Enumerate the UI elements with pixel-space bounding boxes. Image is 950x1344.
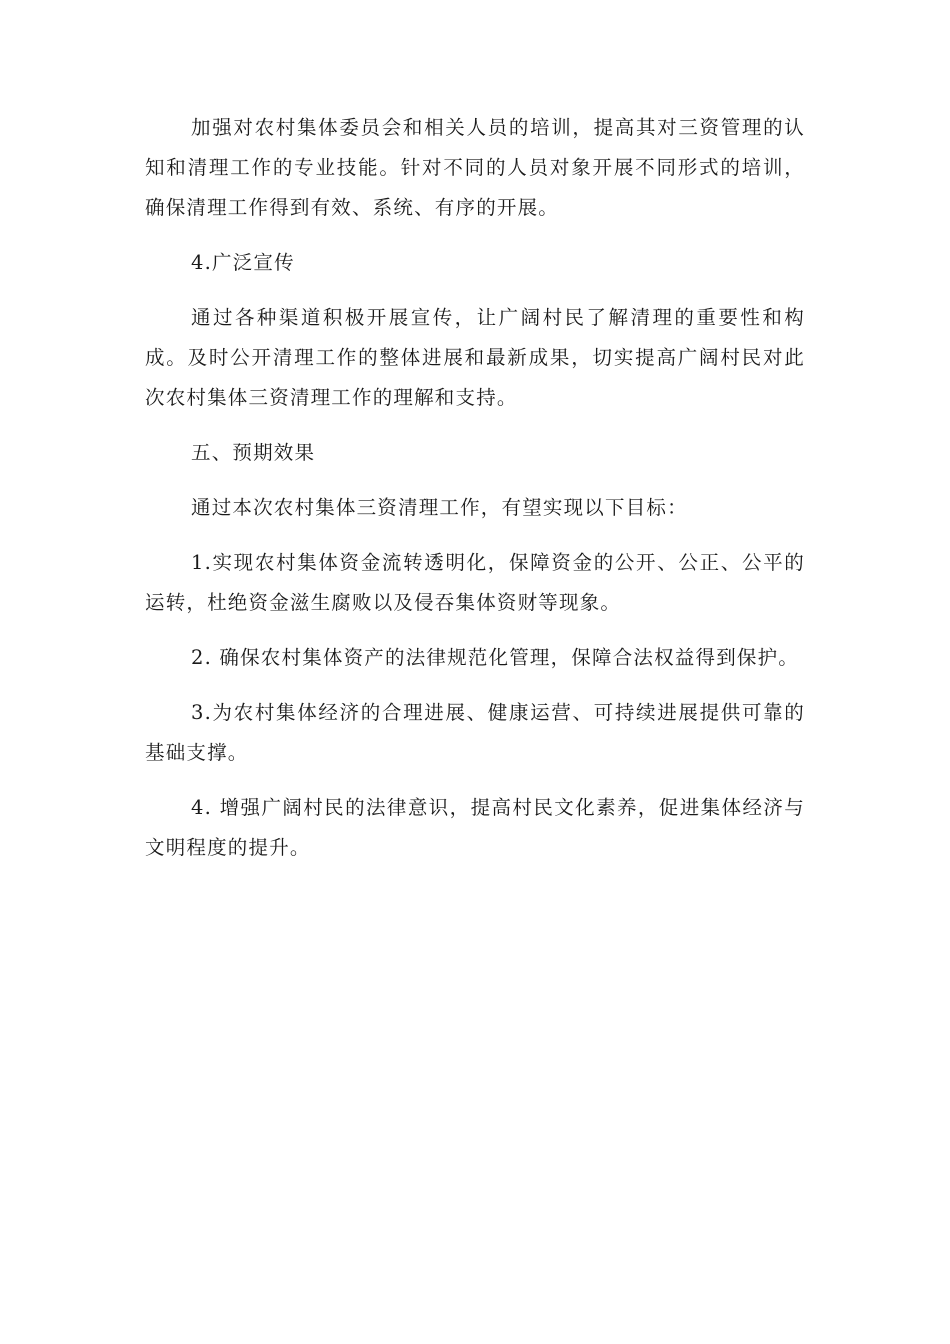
heading-expected-effects: 五、预期效果 — [191, 441, 316, 464]
goal-item-4: 4. 增强广阔村民的法律意识，提高村民文化素养，促进集体经济与文明程度的提升。 — [145, 796, 805, 859]
goal-item-1: 1.实现农村集体资金流转透明化，保障资金的公开、公正、公平的运转，杜绝资金滋生腐败以及侵吞集体资财等现象。 — [145, 551, 805, 614]
heading-publicity: 4.广泛宣传 — [191, 251, 295, 274]
goal-item-3: 3.为农村集体经济的合理进展、健康运营、可持续进展提供可靠的基础支撑。 — [145, 701, 805, 764]
paragraph-publicity: 通过各种渠道积极开展宣传，让广阔村民了解清理的重要性和构成。及时公开清理工作的整体进展和最新成果，切实提高广阔村民对此次农村集体三资清理工作的理解和支持。 — [145, 306, 805, 409]
document-body — [145, 108, 805, 883]
goal-item-2: 2. 确保农村集体资产的法律规范化管理，保障合法权益得到保护。 — [191, 646, 800, 669]
paragraph-training: 加强对农村集体委员会和相关人员的培训，提高其对三资管理的认知和清理工作的专业技能。针对不同的人员对象开展不同形式的培训，确保清理工作得到有效、系统、有序的开展。 — [145, 116, 805, 219]
paragraph-goals-intro: 通过本次农村集体三资清理工作，有望实现以下目标： — [191, 496, 688, 519]
